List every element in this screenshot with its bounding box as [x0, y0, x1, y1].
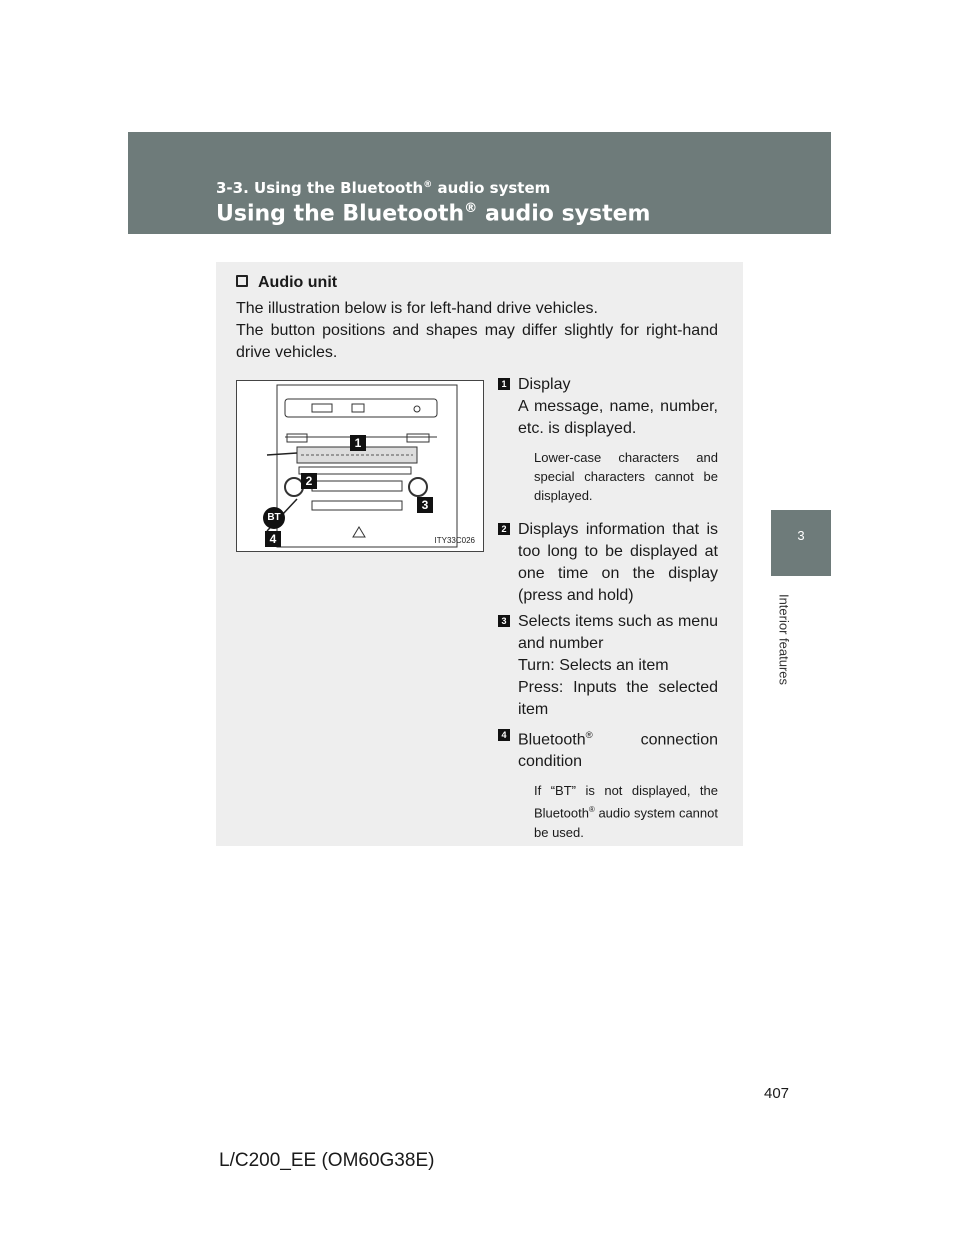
page-title: Using the Bluetooth® audio system — [216, 201, 651, 227]
callout-2: 2 — [301, 473, 317, 489]
item-note: If “BT” is not displayed, the Bluetooth® audio system cannot be used. — [534, 783, 718, 840]
bt-indicator-icon: BT — [263, 507, 285, 529]
panel-heading: Audio unit — [236, 274, 337, 292]
item-note: Lower-case characters and special characters cannot be displayed. — [534, 450, 718, 503]
page-number: 407 — [764, 1085, 790, 1102]
number-badge: 3 — [498, 615, 510, 627]
section-label: 3-3. Using the Bluetooth® audio system — [216, 179, 551, 197]
square-bullet-icon — [236, 275, 248, 287]
number-badge: 4 — [498, 729, 510, 741]
callout-3: 3 — [417, 497, 433, 513]
chapter-header — [128, 132, 831, 234]
figure-code: ITY33C026 — [434, 536, 475, 545]
number-badge: 1 — [498, 378, 510, 390]
list-item: 1 Display A message, name, number, etc. is displayed. — [498, 374, 718, 440]
audio-unit-panel — [216, 262, 743, 846]
callout-1: 1 — [350, 435, 366, 451]
panel-intro: The illustration below is for left-hand drive vehicles. The button positions and shapes may differ slightly for right-hand drive vehicles. — [236, 300, 718, 361]
audio-unit-illustration — [236, 380, 484, 552]
chapter-tab-title: Interior features — [776, 593, 792, 686]
callout-4: 4 — [265, 531, 281, 547]
callout-list — [498, 374, 718, 856]
list-item: 2 Displays information that is too long to be displayed at one time on the display (press and hold) — [498, 519, 718, 607]
footer-code: L/C200_EE (OM60G38E) — [219, 1150, 435, 1171]
list-item: 4 Bluetooth® connection condition — [498, 725, 718, 773]
list-item: 3 Selects items such as menu and number Turn: Selects an item Press: Inputs the selected item — [498, 611, 718, 721]
chapter-tab: 3 — [771, 510, 831, 576]
number-badge: 2 — [498, 523, 510, 535]
